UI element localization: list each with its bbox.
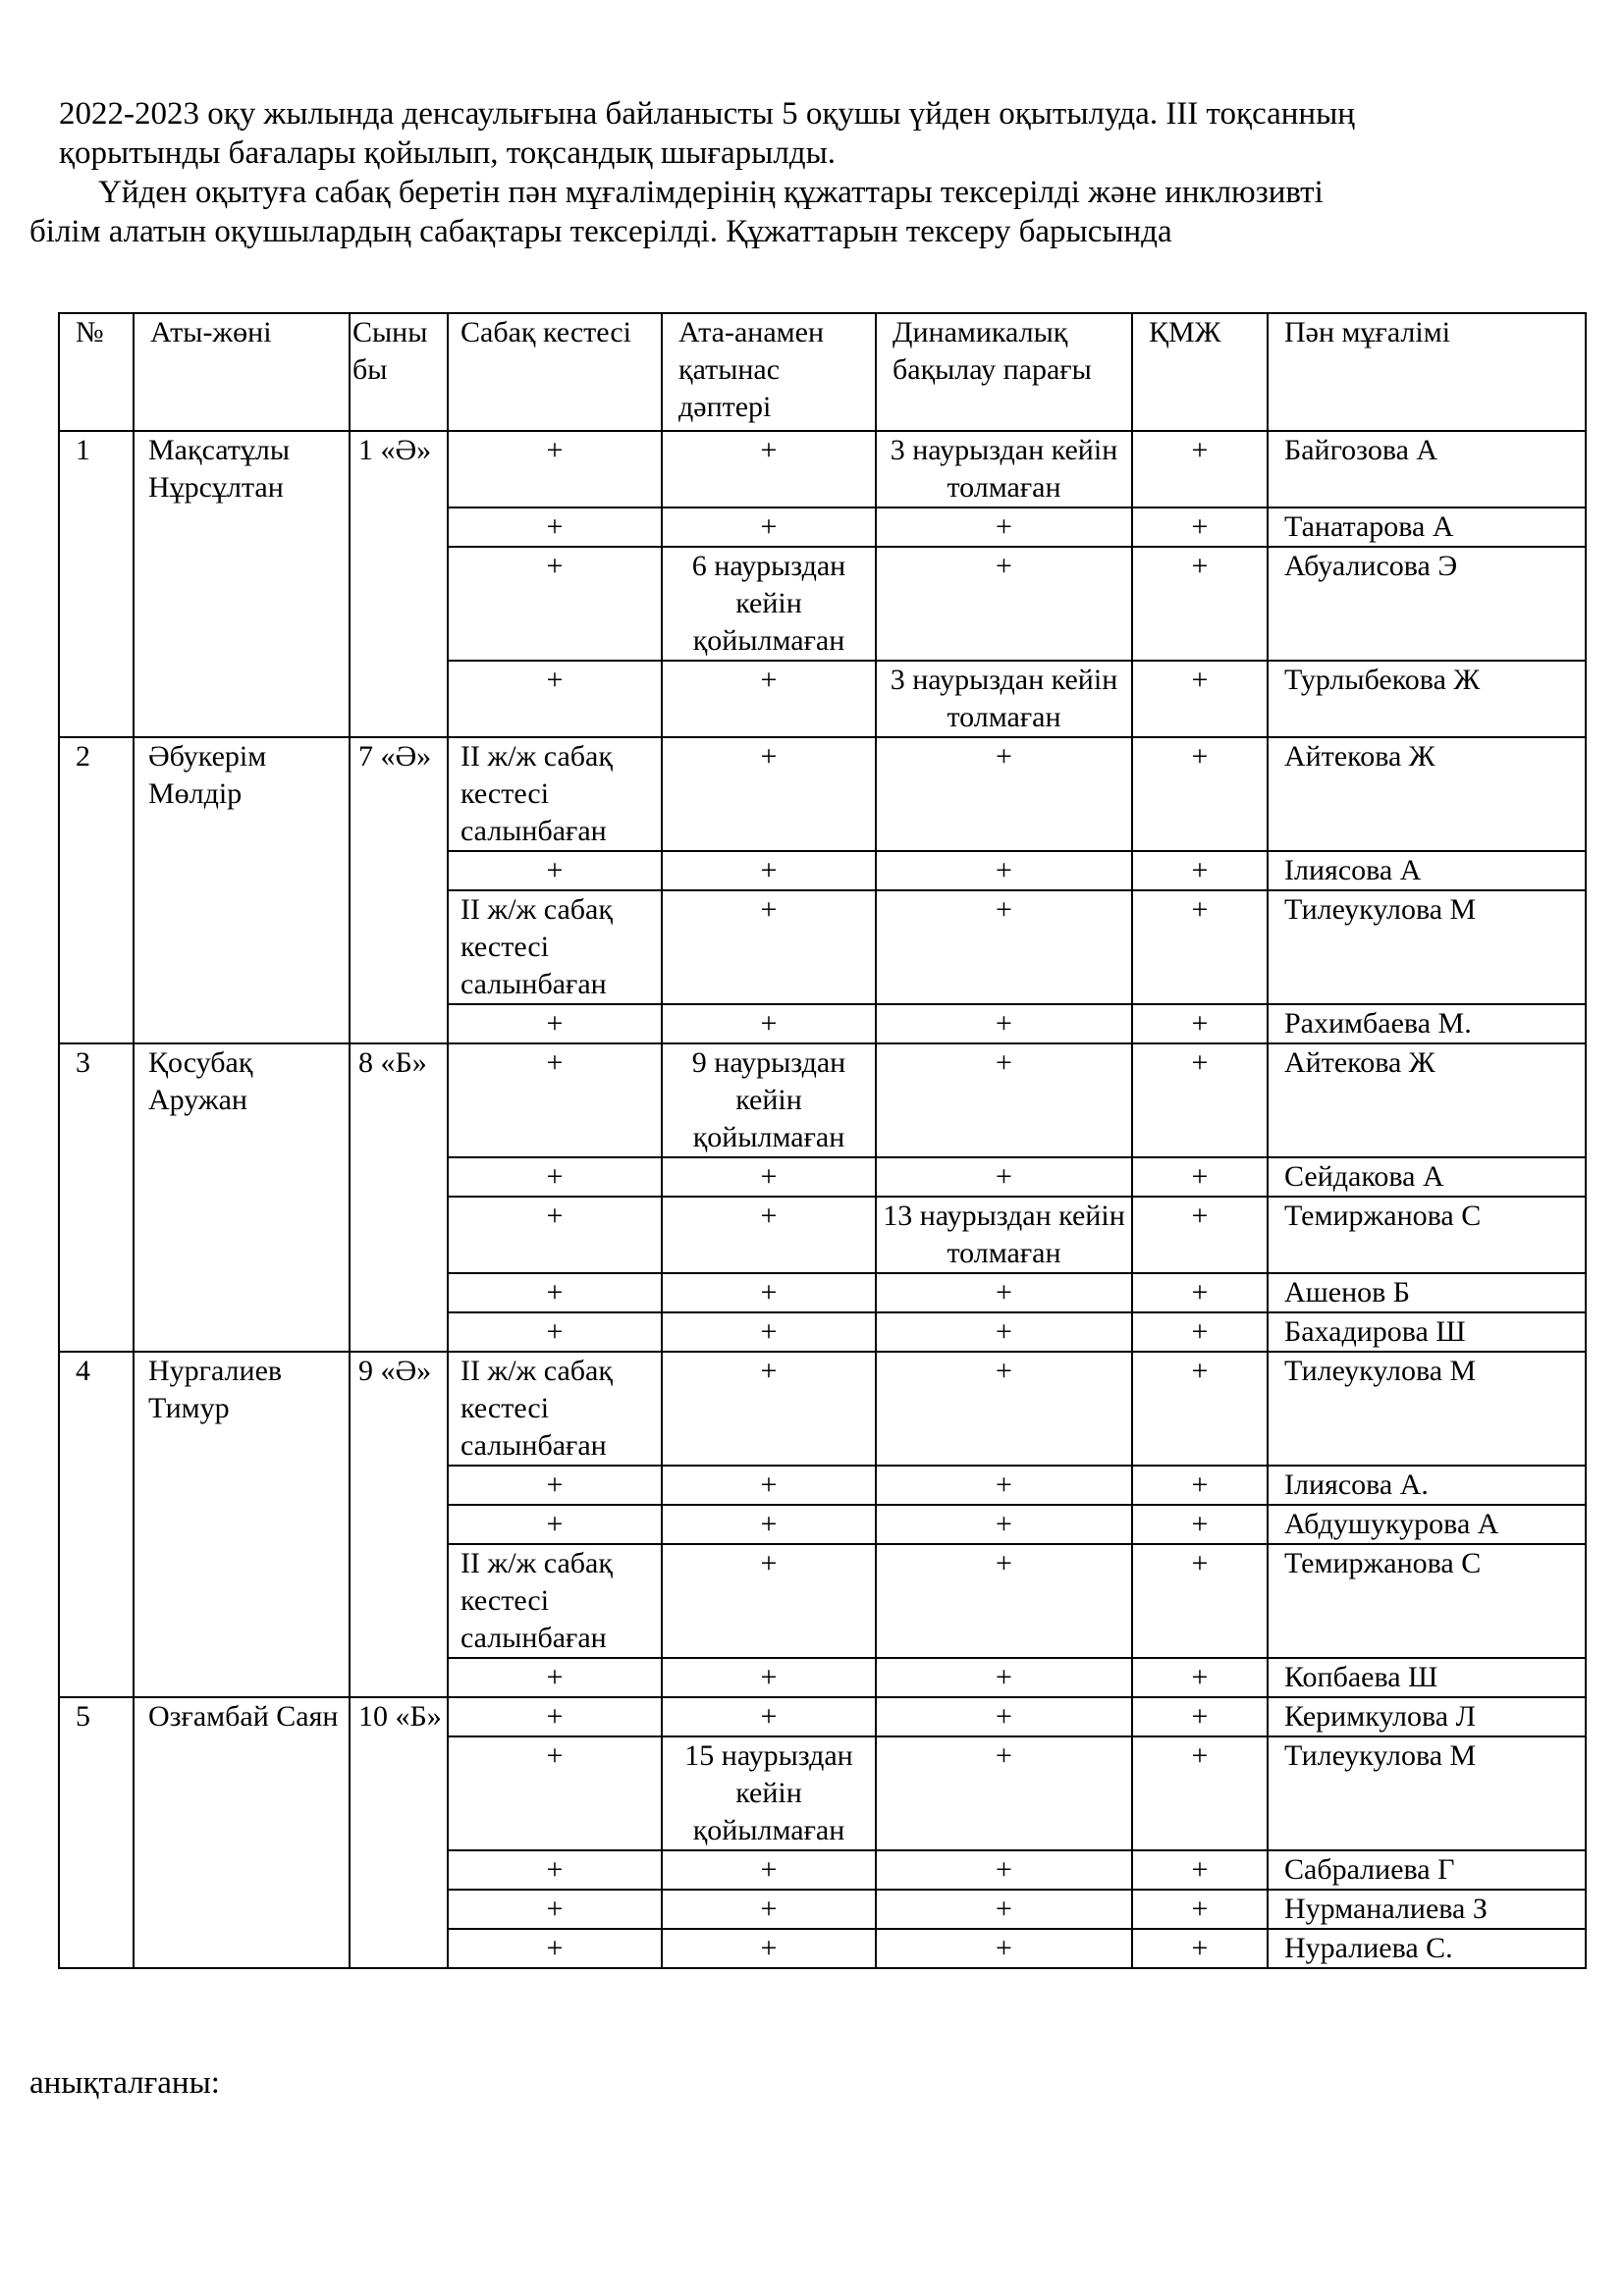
cell-parents: + [662,851,876,890]
cell-parents: + [662,1466,876,1505]
intro-line-3: Үйден оқытуға сабақ беретін пән мұғалімдерінің құжаттары тексерілді және инклюзивті [98,175,1324,210]
cell-parents: 9 наурыздан кейін қойылмаған [662,1043,876,1157]
cell-schedule: + [448,1697,662,1736]
cell-kmzh: + [1132,1658,1268,1697]
cell-teacher: Нуралиева С. [1268,1929,1586,1968]
cell-teacher: Айтекова Ж [1268,1043,1586,1157]
cell-schedule: + [448,431,662,507]
cell-num: 1 [59,431,134,737]
cell-schedule: + [448,1157,662,1197]
cell-teacher: Абдушукурова А [1268,1505,1586,1544]
cell-teacher: Нурманалиева З [1268,1890,1586,1929]
cell-kmzh: + [1132,1197,1268,1273]
cell-dynamic: + [876,1273,1132,1312]
intro-line-4: білім алатын оқушылардың сабақтары тексерілді. Құжаттарын тексеру барысында [29,214,1172,249]
cell-class: 8 «Б» [350,1043,448,1352]
cell-teacher: Тилеукулова М [1268,1736,1586,1850]
cell-kmzh: + [1132,1850,1268,1890]
header-num: № [59,313,134,431]
cell-teacher: Копбаева Ш [1268,1658,1586,1697]
inspection-table [58,312,1587,1969]
cell-teacher: Рахимбаева М. [1268,1004,1586,1043]
cell-teacher: Байгозова А [1268,431,1586,507]
cell-num: 4 [59,1352,134,1697]
cell-dynamic: + [876,1890,1132,1929]
cell-kmzh: + [1132,1273,1268,1312]
cell-schedule: + [448,1850,662,1890]
cell-parents: 6 наурыздан кейін қойылмаған [662,547,876,661]
cell-teacher: Темиржанова С [1268,1544,1586,1658]
cell-teacher: Сейдакова А [1268,1157,1586,1197]
cell-dynamic: 3 наурыздан кейін толмаған [876,431,1132,507]
header-teacher: Пән мұғалімі [1268,313,1586,431]
cell-dynamic: + [876,1312,1132,1352]
cell-kmzh: + [1132,1352,1268,1466]
cell-schedule: + [448,1004,662,1043]
cell-parents: + [662,890,876,1004]
cell-dynamic: + [876,1157,1132,1197]
cell-kmzh: + [1132,1890,1268,1929]
cell-schedule: + [448,1466,662,1505]
cell-schedule: + [448,851,662,890]
cell-schedule: + [448,1890,662,1929]
cell-parents: + [662,1929,876,1968]
cell-dynamic: + [876,1466,1132,1505]
cell-kmzh: + [1132,1043,1268,1157]
cell-dynamic: + [876,851,1132,890]
cell-schedule: + [448,1273,662,1312]
cell-dynamic: + [876,1505,1132,1544]
cell-schedule: II ж/ж сабақ кестесі салынбаған [448,1352,662,1466]
cell-schedule: II ж/ж сабақ кестесі салынбаған [448,737,662,851]
closing-text: анықталғаны: [29,2065,220,2101]
cell-kmzh: + [1132,1697,1268,1736]
cell-teacher: Айтекова Ж [1268,737,1586,851]
cell-schedule: + [448,1043,662,1157]
cell-parents: + [662,1197,876,1273]
cell-kmzh: + [1132,507,1268,547]
cell-dynamic: + [876,547,1132,661]
table-row [59,1043,1586,1157]
cell-kmzh: + [1132,1312,1268,1352]
header-schedule: Сабақ кестесі [448,313,662,431]
cell-dynamic: + [876,1043,1132,1157]
cell-teacher: Тилеукулова М [1268,1352,1586,1466]
cell-student-name: Мақсатұлы Нұрсұлтан [134,431,350,737]
cell-kmzh: + [1132,890,1268,1004]
cell-teacher: Танатарова А [1268,507,1586,547]
cell-class: 10 «Б» [350,1697,448,1968]
cell-kmzh: + [1132,851,1268,890]
cell-parents: + [662,1544,876,1658]
cell-student-name: Әбукерім Мөлдір [134,737,350,1043]
cell-teacher: Бахадирова Ш [1268,1312,1586,1352]
intro-line-2: қорытынды бағалары қойылып, тоқсандық шығарылды. [59,135,837,171]
cell-parents: + [662,1505,876,1544]
intro-line-1: 2022-2023 оқу жылында денсаулығына байланысты 5 оқушы үйден оқытылуда. ІІІ тоқсанның [59,96,1355,132]
cell-kmzh: + [1132,1544,1268,1658]
cell-schedule: + [448,1736,662,1850]
cell-kmzh: + [1132,1466,1268,1505]
table-header-row [59,313,1586,431]
cell-parents: + [662,1658,876,1697]
cell-class: 7 «Ә» [350,737,448,1043]
cell-schedule: + [448,547,662,661]
cell-parents: + [662,431,876,507]
cell-schedule: + [448,1312,662,1352]
cell-schedule: II ж/ж сабақ кестесі салынбаған [448,1544,662,1658]
header-kmzh: ҚМЖ [1132,313,1268,431]
cell-kmzh: + [1132,737,1268,851]
cell-num: 5 [59,1697,134,1968]
header-dynamic: Динамикалық бақылау парағы [876,313,1132,431]
cell-kmzh: + [1132,431,1268,507]
cell-schedule: + [448,1929,662,1968]
cell-schedule: II ж/ж сабақ кестесі салынбаған [448,890,662,1004]
cell-kmzh: + [1132,547,1268,661]
table-row [59,737,1586,851]
cell-kmzh: + [1132,1004,1268,1043]
cell-teacher: Ашенов Б [1268,1273,1586,1312]
cell-parents: + [662,737,876,851]
cell-parents: + [662,1157,876,1197]
cell-teacher: Керимкулова Л [1268,1697,1586,1736]
cell-dynamic: + [876,1352,1132,1466]
cell-dynamic: + [876,1658,1132,1697]
cell-teacher: Ілиясова А [1268,851,1586,890]
cell-kmzh: + [1132,1505,1268,1544]
cell-dynamic: + [876,1697,1132,1736]
cell-num: 3 [59,1043,134,1352]
cell-schedule: + [448,661,662,737]
table-row [59,431,1586,507]
cell-class: 1 «Ә» [350,431,448,737]
header-class: Сыныбы [350,313,448,431]
table-row [59,1352,1586,1466]
cell-parents: + [662,1890,876,1929]
cell-schedule: + [448,1197,662,1273]
cell-schedule: + [448,1505,662,1544]
cell-dynamic: + [876,1929,1132,1968]
cell-parents: + [662,1697,876,1736]
cell-dynamic: + [876,1736,1132,1850]
cell-dynamic: + [876,890,1132,1004]
cell-parents: + [662,1850,876,1890]
cell-teacher: Тилеукулова М [1268,890,1586,1004]
cell-dynamic: + [876,1544,1132,1658]
cell-schedule: + [448,1658,662,1697]
cell-teacher: Турлыбекова Ж [1268,661,1586,737]
cell-teacher: Сабралиева Г [1268,1850,1586,1890]
cell-kmzh: + [1132,661,1268,737]
cell-parents: + [662,1312,876,1352]
cell-teacher: Абуалисова Э [1268,547,1586,661]
cell-student-name: Қосубақ Аружан [134,1043,350,1352]
cell-parents: + [662,1273,876,1312]
header-name: Аты-жөні [134,313,350,431]
cell-parents: 15 наурыздан кейін қойылмаған [662,1736,876,1850]
cell-kmzh: + [1132,1157,1268,1197]
cell-student-name: Озғамбай Саян [134,1697,350,1968]
cell-dynamic: 13 наурыздан кейін толмаған [876,1197,1132,1273]
cell-dynamic: + [876,1850,1132,1890]
cell-dynamic: + [876,507,1132,547]
table-row [59,1697,1586,1736]
table-body [59,431,1586,1968]
cell-dynamic: + [876,1004,1132,1043]
cell-kmzh: + [1132,1736,1268,1850]
cell-parents: + [662,1352,876,1466]
cell-student-name: Нургалиев Тимур [134,1352,350,1697]
cell-teacher: Ілиясова А. [1268,1466,1586,1505]
cell-parents: + [662,507,876,547]
intro-paragraph [29,94,1600,251]
cell-schedule: + [448,507,662,547]
cell-num: 2 [59,737,134,1043]
cell-teacher: Темиржанова С [1268,1197,1586,1273]
cell-class: 9 «Ә» [350,1352,448,1697]
header-parents: Ата-анамен қатынас дәптері [662,313,876,431]
cell-dynamic: + [876,737,1132,851]
cell-kmzh: + [1132,1929,1268,1968]
cell-parents: + [662,1004,876,1043]
cell-parents: + [662,661,876,737]
cell-dynamic: 3 наурыздан кейін толмаған [876,661,1132,737]
